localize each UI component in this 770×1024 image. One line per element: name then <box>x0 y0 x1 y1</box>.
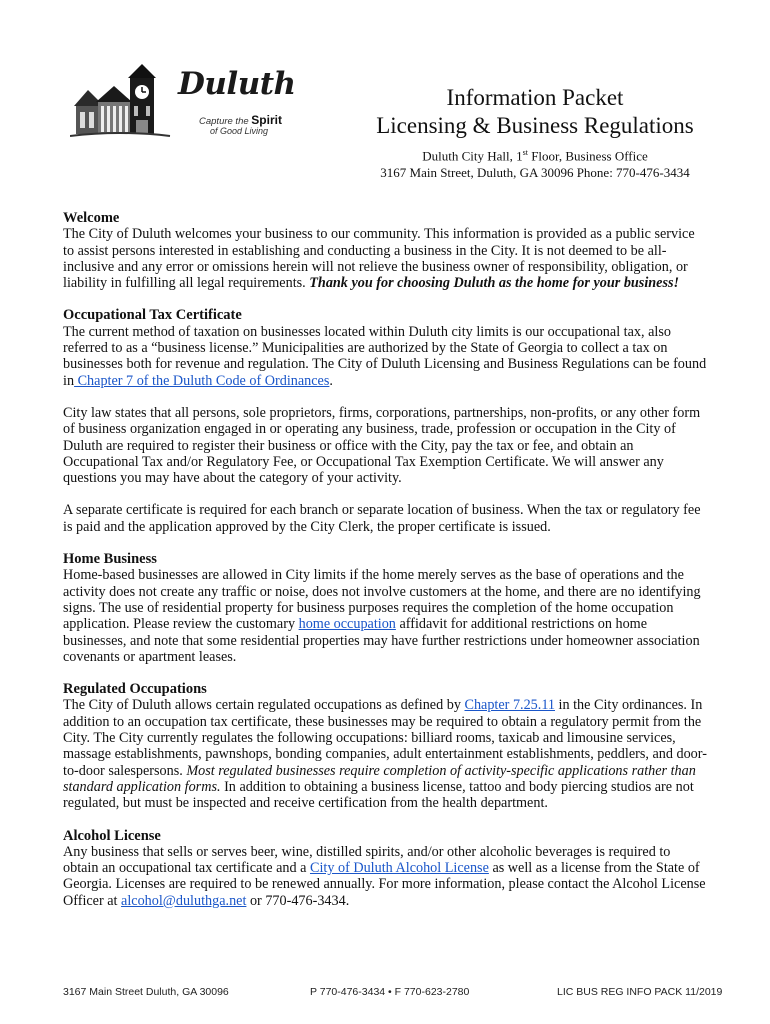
header <box>360 84 710 181</box>
tax-paragraph-1: The current method of taxation on businesses located within Duluth city limits is our occupational tax, also referred to as a “business license.” Municipalities are authorized by the State of Georgia to collect a tax on businesses both for revenue and regulation. The City of Duluth Licensing and Business Regulations can be found in Chapter 7 of the Duluth Code of Ordinances. <box>63 323 707 389</box>
footer-doc-code: LIC BUS REG INFO PACK 11/2019 <box>557 986 723 998</box>
office-address: 3167 Main Street, Duluth, GA 30096 Phone: 770-476-3434 <box>380 165 690 181</box>
page-subtitle: Licensing & Business Regulations <box>376 113 694 138</box>
section-heading-welcome: Welcome <box>63 210 120 226</box>
welcome-paragraph: The City of Duluth welcomes your business to our community. This information is provided as a public service to assist persons interested in establishing and conducting a business in the City. It is not deemed to be all-inclusive and any error or omissions herein will not relieve the business owner of responsibility, obligation, or liability in fulfilling all legal requirements. Thank you for choosing Duluth as the home for your business! <box>63 226 695 292</box>
chapter-7-25-11-link[interactable]: Chapter 7.25.11 <box>464 697 555 714</box>
alcohol-paragraph: Any business that sells or serves beer, wine, distilled spirits, and/or other alcoholic beverages is required to obtain an occupational tax certificate and a City of Duluth Alcohol License as well as a license from the State of Georgia. Licenses are required to be renewed annually. For more information, please contact the Alcohol License Officer at alcohol@duluthga.net or 770-476-3434. <box>63 843 706 909</box>
regulated-paragraph: The City of Duluth allows certain regulated occupations as defined by Chapter 7.25.11 in the City ordinances. In addition to an occupation tax certificate, these businesses may be required to obtain a regulatory permit from the City. The City currently regulates the following occupations: billiard rooms, taxicab and limousine services, massage establishments, pawnshops, bonding companies, adult entertainment establishments, peddlers, and door-to-door salespersons. Most regulated businesses require completion of activity-specific applications rather than standard application forms. In addition to obtaining a business license, tattoo and body piercing studios are not regulated, but must be inspected and receive certification from the health department. <box>63 697 707 812</box>
page-title: Information Packet <box>446 85 624 110</box>
home-paragraph: Home-based businesses are allowed in City limits if the home merely serves as the base of operations and the activity does not create any traffic or noise, does not involve customers at the home, and there are no identifying signs. The use of residential property for business purposes requires the completion of the home occupation application. Please review the customary home occupation affidavit for additional restrictions on home businesses, and note that some residential properties may have further restrictions under homeowner association covenants or apartment leases. <box>63 567 701 665</box>
alcohol-email-link[interactable]: alcohol@duluthga.net <box>121 892 247 909</box>
office-location: Duluth City Hall, 1st Floor, Business Office <box>422 148 648 164</box>
tax-paragraph-3: A separate certificate is required for each branch or separate location of business. When the tax or regulatory fee is paid and the application approved by the City Clerk, the proper certificate is issued. <box>63 502 701 535</box>
alcohol-license-link[interactable]: City of Duluth Alcohol License <box>309 860 489 877</box>
logo-wordmark: Duluth <box>178 66 296 102</box>
home-occupation-link[interactable]: home occupation <box>298 616 396 633</box>
section-heading-home: Home Business <box>63 551 157 568</box>
footer-phone: P 770-476-3434 • F 770-623-2780 <box>310 986 470 998</box>
chapter-7-link[interactable]: Chapter 7 of the Duluth Code of Ordinances <box>74 372 330 389</box>
section-heading-regulated: Regulated Occupations <box>63 681 207 698</box>
logo-tagline-2: of Good Living <box>210 126 269 136</box>
section-heading-tax: Occupational Tax Certificate <box>63 307 242 324</box>
tax-paragraph-2: City law states that all persons, sole proprietors, firms, corporations, partnerships, non-profits, or any other form of business organization engaged in or operating any business, trade, profession or occupation in the City of Duluth are required to register their business or office with the City, pay the tax or fee, and obtain an Occupational Tax and/or Regulatory Fee, or Occupational Tax Exemption Certificate. We will answer any questions you may have about the category of your activity. <box>63 404 701 487</box>
footer-address: 3167 Main Street Duluth, GA 30096 <box>63 986 229 998</box>
document-body <box>63 210 708 925</box>
logo-tagline: Capture the Spirit <box>199 113 282 127</box>
section-heading-alcohol: Alcohol License <box>63 827 161 844</box>
